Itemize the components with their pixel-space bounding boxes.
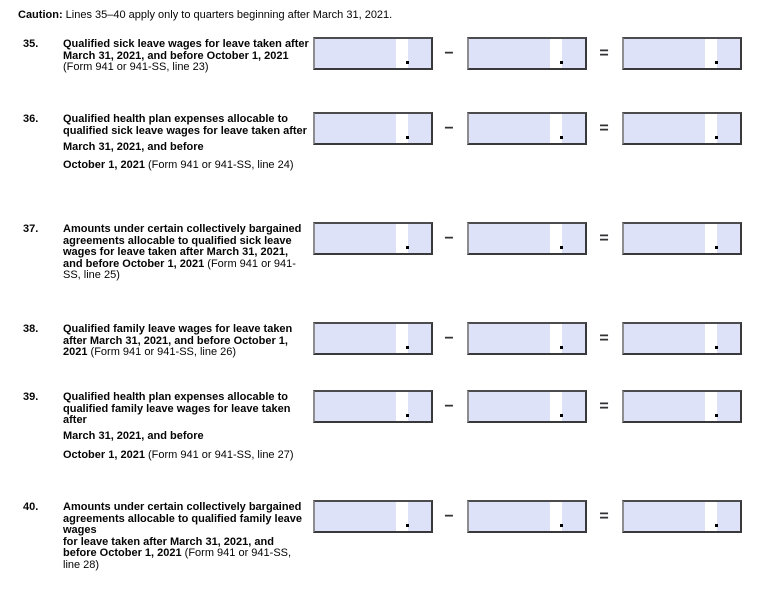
amount-field-col2[interactable] xyxy=(467,222,587,255)
amount-field-col1[interactable] xyxy=(313,390,433,423)
decimal-separator xyxy=(705,114,717,143)
cents-entry[interactable] xyxy=(562,392,585,421)
line-description xyxy=(63,392,309,461)
decimal-separator xyxy=(396,39,408,68)
line-description-ref: (Form 941 or 941-SS, line 28) xyxy=(63,547,292,571)
dollars-entry[interactable] xyxy=(624,39,705,68)
amount-field-col3[interactable] xyxy=(622,112,742,145)
decimal-separator xyxy=(705,502,717,531)
line-description-ref: (Form 941 or 941-SS, line 25) xyxy=(63,257,296,282)
line-description-main: Qualified sick leave wages for leave taken after March 31, 2021, and before October 1, 2021 xyxy=(63,38,309,62)
cents-entry[interactable] xyxy=(717,392,740,421)
decimal-separator xyxy=(396,324,408,353)
amount-field-col1[interactable] xyxy=(313,37,433,70)
amount-field-col2[interactable] xyxy=(467,322,587,355)
line-number: 37. xyxy=(23,223,39,235)
line-description-main: Qualified family leave wages for leave taken after March 31, 2021, and before October 1, 2021 xyxy=(63,323,293,359)
decimal-point-icon xyxy=(560,414,563,417)
decimal-separator xyxy=(396,114,408,143)
decimal-point-icon xyxy=(560,136,563,139)
line-description xyxy=(63,39,309,74)
dollars-entry[interactable] xyxy=(469,324,550,353)
cents-entry[interactable] xyxy=(717,324,740,353)
decimal-point-icon xyxy=(715,524,718,527)
amount-field-col3[interactable] xyxy=(622,390,742,423)
cents-entry[interactable] xyxy=(408,502,431,531)
decimal-separator xyxy=(396,224,408,253)
dollars-entry[interactable] xyxy=(624,392,705,421)
decimal-point-icon xyxy=(406,61,409,64)
decimal-separator xyxy=(396,392,408,421)
cents-entry[interactable] xyxy=(408,224,431,253)
amount-field-col3[interactable] xyxy=(622,222,742,255)
equals-icon: = xyxy=(599,230,609,247)
minus-icon: − xyxy=(444,45,454,62)
decimal-separator xyxy=(550,224,562,253)
minus-icon: − xyxy=(444,330,454,347)
line-number: 40. xyxy=(23,501,39,513)
amount-field-col2[interactable] xyxy=(467,112,587,145)
line-description-date1: March 31, 2021, and before xyxy=(63,140,204,153)
dollars-entry[interactable] xyxy=(469,114,550,143)
cents-entry[interactable] xyxy=(562,224,585,253)
amount-field-col1[interactable] xyxy=(313,222,433,255)
amount-field-col1[interactable] xyxy=(313,322,433,355)
cents-entry[interactable] xyxy=(717,114,740,143)
decimal-point-icon xyxy=(715,414,718,417)
equals-icon: = xyxy=(599,398,609,415)
line-number: 39. xyxy=(23,391,39,403)
equals-icon: = xyxy=(599,508,609,525)
cents-entry[interactable] xyxy=(408,39,431,68)
cents-entry[interactable] xyxy=(717,224,740,253)
decimal-separator xyxy=(396,502,408,531)
dollars-entry[interactable] xyxy=(315,224,396,253)
cents-entry[interactable] xyxy=(562,324,585,353)
line-description-date2-wrap xyxy=(63,160,309,172)
equals-icon: = xyxy=(599,330,609,347)
line-description xyxy=(63,224,309,282)
cents-entry[interactable] xyxy=(717,502,740,531)
minus-icon: − xyxy=(444,508,454,525)
line-description xyxy=(63,502,309,572)
amount-field-col1[interactable] xyxy=(313,500,433,533)
line-description xyxy=(63,114,309,172)
line-description-main: Qualified health plan expenses allocable to qualified sick leave wages for leave taken after xyxy=(63,113,307,137)
dollars-entry[interactable] xyxy=(624,224,705,253)
amount-field-col2[interactable] xyxy=(467,500,587,533)
decimal-separator xyxy=(705,224,717,253)
dollars-entry[interactable] xyxy=(469,392,550,421)
equals-icon: = xyxy=(599,120,609,137)
minus-icon: − xyxy=(444,120,454,137)
line-number: 38. xyxy=(23,323,39,335)
minus-icon: − xyxy=(444,230,454,247)
line-number: 36. xyxy=(23,113,39,125)
decimal-separator xyxy=(550,324,562,353)
minus-icon: − xyxy=(444,398,454,415)
dollars-entry[interactable] xyxy=(315,114,396,143)
decimal-point-icon xyxy=(560,524,563,527)
decimal-separator xyxy=(550,392,562,421)
decimal-separator xyxy=(550,114,562,143)
cents-entry[interactable] xyxy=(408,324,431,353)
decimal-separator xyxy=(705,39,717,68)
caution-label: Caution: xyxy=(18,9,63,21)
decimal-point-icon xyxy=(560,346,563,349)
line-description-ref: (Form 941 or 941-SS, line 24) xyxy=(148,159,294,172)
line-description-date2: October 1, 2021 xyxy=(63,448,145,461)
decimal-point-icon xyxy=(406,414,409,417)
dollars-entry[interactable] xyxy=(315,39,396,68)
line-description-date1: March 31, 2021, and before xyxy=(63,430,204,443)
decimal-separator xyxy=(705,392,717,421)
decimal-point-icon xyxy=(715,246,718,249)
decimal-point-icon xyxy=(406,136,409,139)
line-description-main: Qualified health plan expenses allocable to qualified family leave wages for leave taken after xyxy=(63,391,291,427)
decimal-point-icon xyxy=(406,346,409,349)
equals-icon: = xyxy=(599,45,609,62)
cents-entry[interactable] xyxy=(408,114,431,143)
dollars-entry[interactable] xyxy=(315,392,396,421)
line-number: 35. xyxy=(23,38,39,50)
cents-entry[interactable] xyxy=(717,39,740,68)
dollars-entry[interactable] xyxy=(469,39,550,68)
decimal-separator xyxy=(550,39,562,68)
dollars-entry[interactable] xyxy=(469,224,550,253)
decimal-point-icon xyxy=(560,246,563,249)
amount-field-col2[interactable] xyxy=(467,37,587,70)
line-description-ref: (Form 941 or 941-SS, line 26) xyxy=(90,346,237,359)
caution-note xyxy=(18,9,392,22)
caution-text: Lines 35–40 apply only to quarters beginning after March 31, 2021. xyxy=(65,9,393,21)
line-description-date2: October 1, 2021 xyxy=(63,159,145,172)
dollars-entry[interactable] xyxy=(624,114,705,143)
decimal-separator xyxy=(550,502,562,531)
amount-field-col3[interactable] xyxy=(622,322,742,355)
line-description xyxy=(63,324,309,359)
decimal-point-icon xyxy=(715,346,718,349)
cents-entry[interactable] xyxy=(562,114,585,143)
dollars-entry[interactable] xyxy=(624,324,705,353)
line-description-date2-wrap xyxy=(63,450,309,462)
line-description-ref: (Form 941 or 941-SS, line 27) xyxy=(148,448,294,461)
cents-entry[interactable] xyxy=(562,502,585,531)
decimal-point-icon xyxy=(560,61,563,64)
amount-field-col1[interactable] xyxy=(313,112,433,145)
decimal-point-icon xyxy=(406,524,409,527)
decimal-point-icon xyxy=(715,61,718,64)
dollars-entry[interactable] xyxy=(624,502,705,531)
line-description-ref: (Form 941 or 941-SS, line 23) xyxy=(63,61,209,74)
decimal-point-icon xyxy=(715,136,718,139)
line-description-main-cont: for leave taken after March 31, 2021, and before October 1, 2021 xyxy=(63,535,274,560)
dollars-entry[interactable] xyxy=(469,502,550,531)
decimal-separator xyxy=(705,324,717,353)
dollars-entry[interactable] xyxy=(315,502,396,531)
line-description-main: Amounts under certain collectively bargained agreements allocable to qualified sick leave wages for leave taken after March 31, 2021, and before October 1, 2021 xyxy=(63,223,302,270)
amount-field-col3[interactable] xyxy=(622,37,742,70)
decimal-point-icon xyxy=(406,246,409,249)
amount-field-col3[interactable] xyxy=(622,500,742,533)
amount-field-col2[interactable] xyxy=(467,390,587,423)
cents-entry[interactable] xyxy=(562,39,585,68)
dollars-entry[interactable] xyxy=(315,324,396,353)
line-description-main: Amounts under certain collectively bargained agreements allocable to qualified family leave wages xyxy=(63,501,303,537)
cents-entry[interactable] xyxy=(408,392,431,421)
